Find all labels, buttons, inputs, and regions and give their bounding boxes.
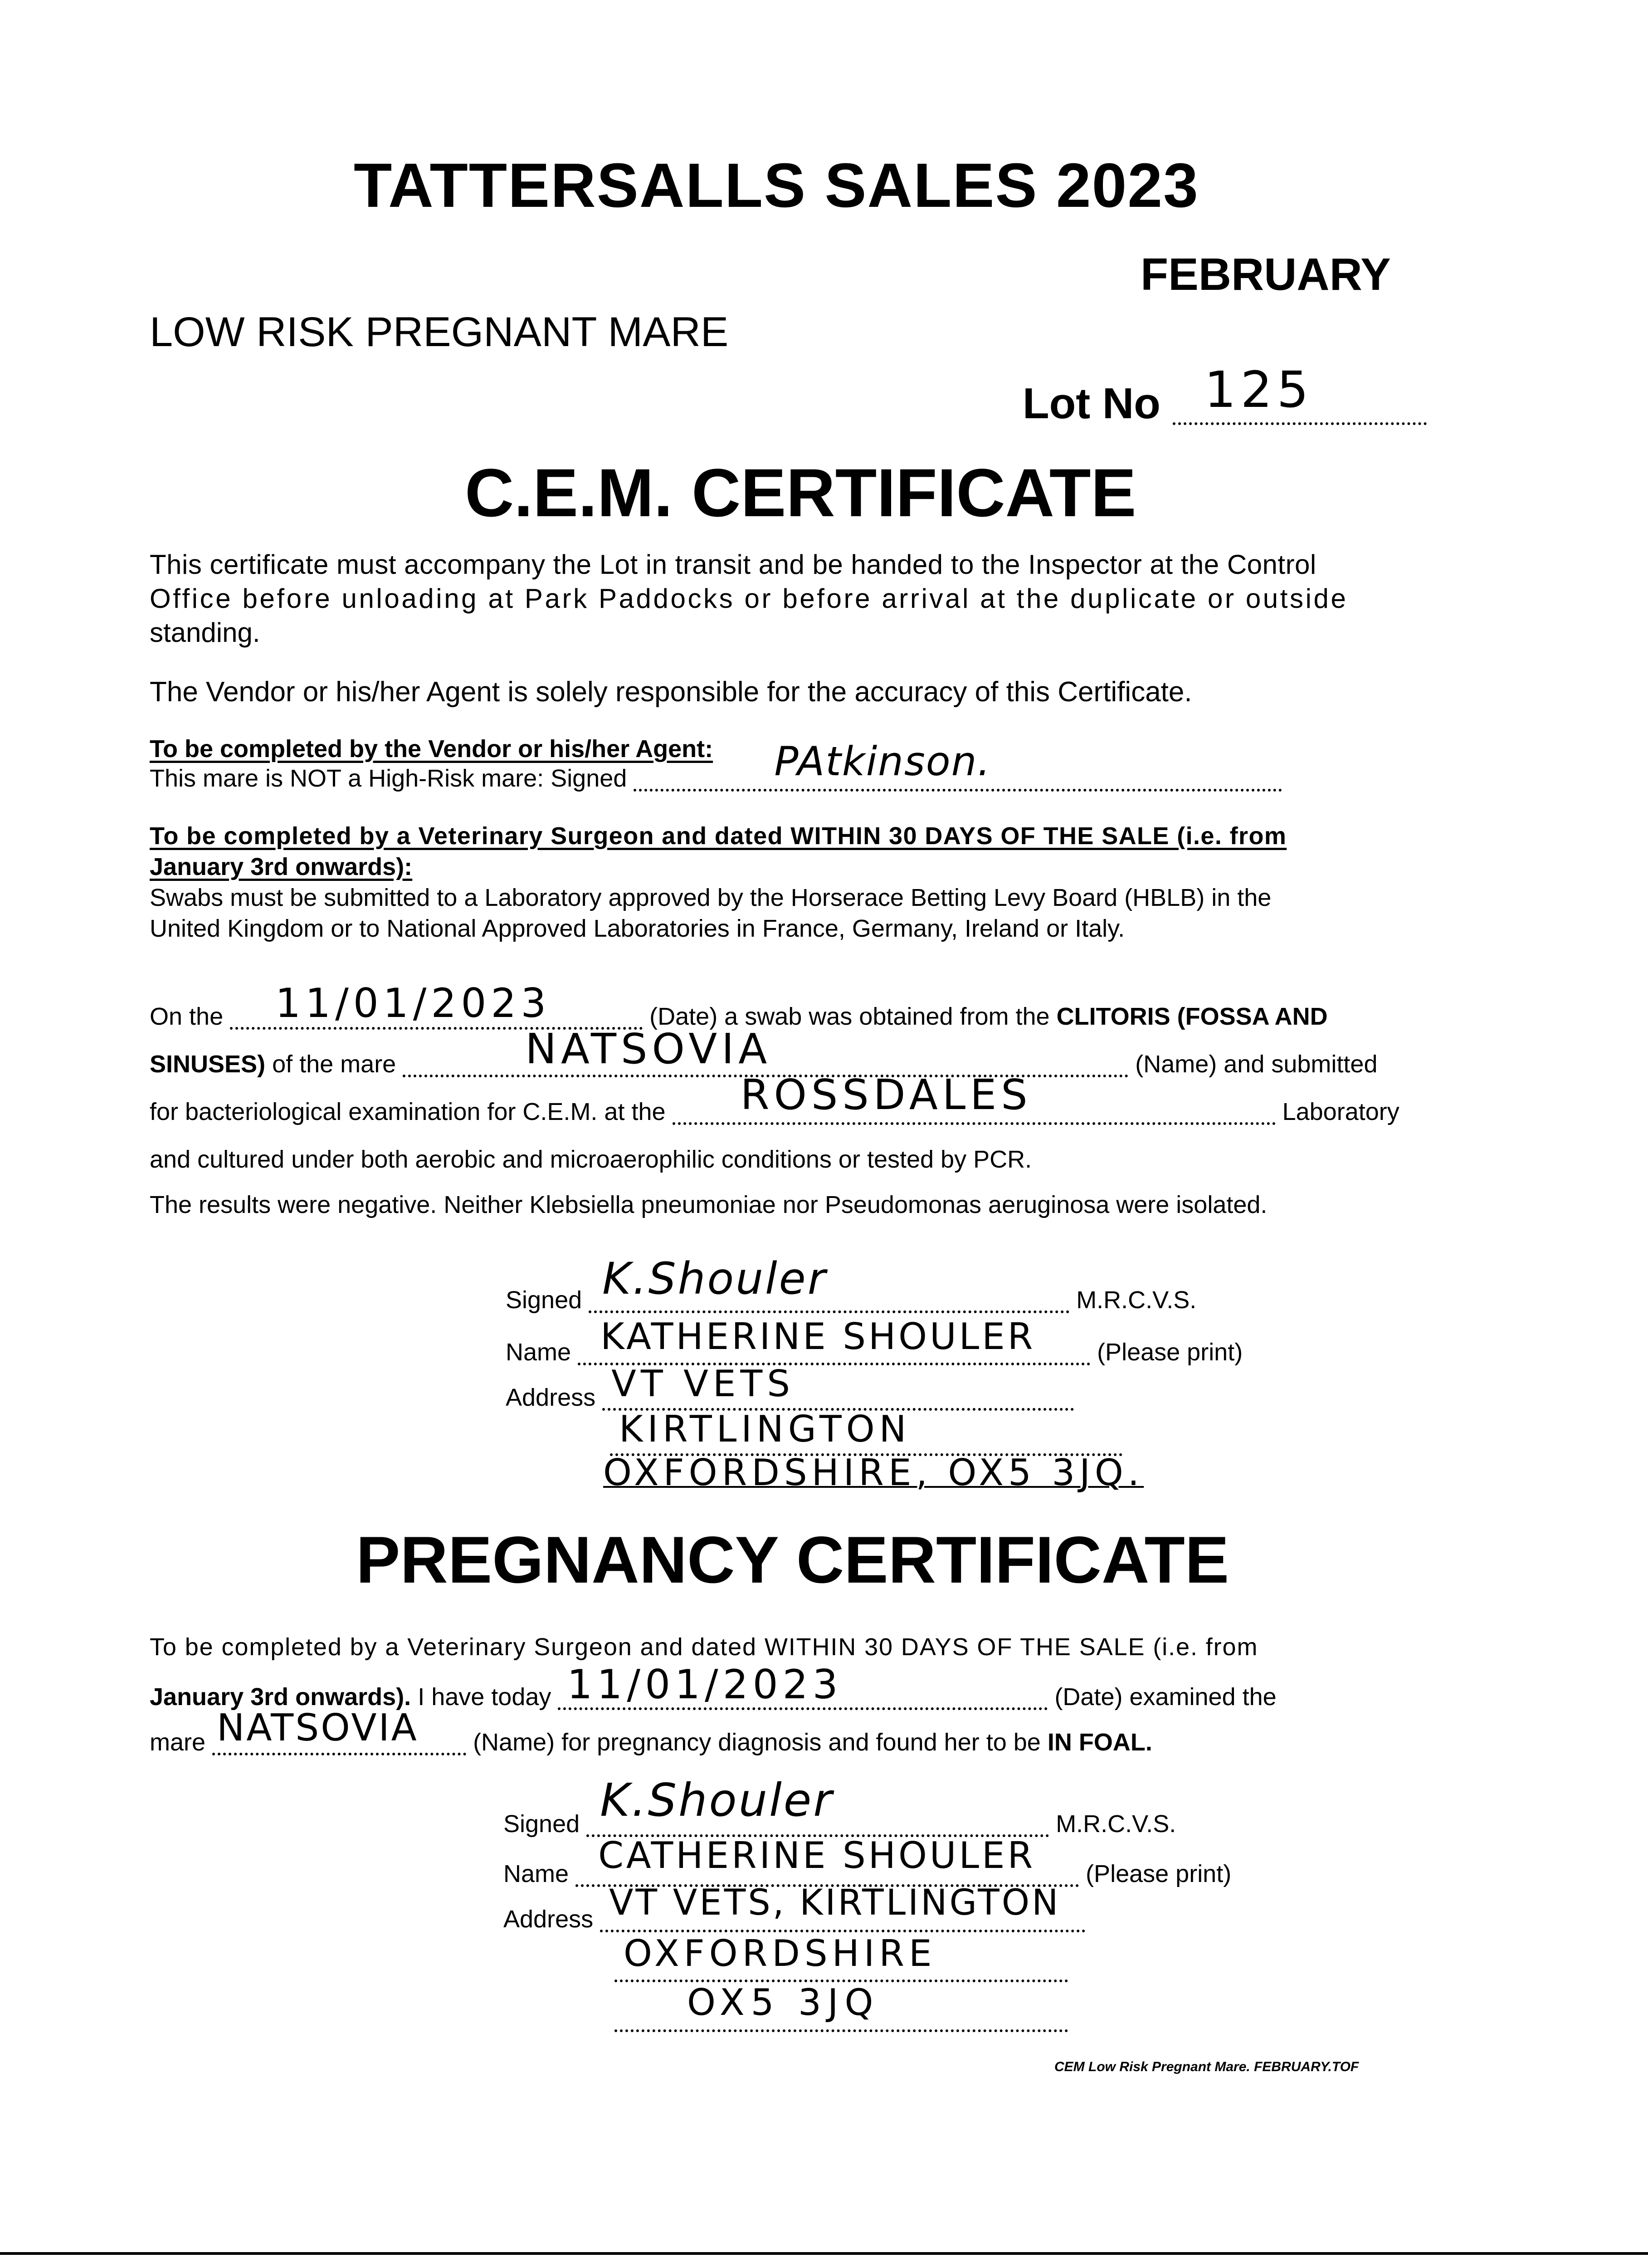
swab-date-value: 11/01/2023 (275, 980, 551, 1026)
pregnancy-address-value-3: OX5 3JQ (687, 1981, 880, 2024)
cem-title: C.E.M. CERTIFICATE (465, 455, 1136, 531)
january-onwards-text: January 3rd onwards). (150, 1683, 411, 1711)
vendor-section-heading: To be completed by the Vendor or his/her Agent: (150, 735, 713, 763)
of-the-mare-text: of the mare (272, 1051, 396, 1078)
pregnancy-date-field (558, 1661, 1048, 1710)
mare-name-value: NATSOVIA (525, 1025, 772, 1073)
vendor-signature: PAtkinson. (774, 738, 991, 785)
pregnancy-name-label: Name (503, 1860, 569, 1887)
lot-number-field (1173, 361, 1427, 425)
vendor-responsibility-note: The Vendor or his/her Agent is solely responsible for the accuracy of this Certificate. (150, 676, 1192, 708)
lot-label: Lot No (1023, 379, 1160, 428)
vendor-signature-field (634, 738, 1282, 792)
laboratory-field (673, 1070, 1276, 1125)
pregnancy-address-field-2 (614, 1932, 1068, 1982)
lot-number-value: 125 (1204, 361, 1313, 419)
results-statement: The results were negative. Neither Klebsiella pneumoniae nor Pseudomonas aeruginosa were isolated. (150, 1191, 1268, 1218)
pregnancy-please-print: (Please print) (1086, 1860, 1232, 1887)
cem-please-print: (Please print) (1097, 1339, 1243, 1366)
pregnancy-diagnosis-text: (Name) for pregnancy diagnosis and found her to be (473, 1729, 1041, 1756)
sinuses-text: SINUSES) (150, 1051, 266, 1078)
cem-signed-line (506, 1253, 1197, 1314)
bacteriological-text: for bacteriological examination for C.E.M. at the (150, 1098, 666, 1125)
pregnancy-signed-line (503, 1774, 1176, 1838)
cem-signed-label: Signed (506, 1286, 582, 1314)
pregnancy-address-value-1: VT VETS, KIRTLINGTON (609, 1882, 1061, 1923)
pregnancy-address-field-3 (614, 1981, 1068, 2032)
document-title: TATTERSALLS SALES 2023 (354, 151, 1199, 220)
laboratory-text: Laboratory (1282, 1098, 1399, 1125)
cem-intro-line-3: standing. (150, 617, 260, 648)
sale-name: FEBRUARY (1141, 249, 1391, 300)
vendor-declaration-text: This mare is NOT a High-Risk mare: Signed (150, 765, 627, 792)
pregnancy-date-value: 11/01/2023 (567, 1661, 843, 1708)
clitoris-fossa-text: CLITORIS (FOSSA AND (1056, 1003, 1328, 1030)
pregnancy-name-value: CATHERINE SHOULER (598, 1834, 1036, 1877)
cem-mrcvs-label: M.R.C.V.S. (1076, 1286, 1197, 1314)
swab-instructions-2: United Kingdom or to National Approved Laboratories in France, Germany, Ireland or Italy. (150, 915, 1125, 942)
swab-instructions-1: Swabs must be submitted to a Laboratory approved by the Horserace Betting Levy Board (HBLB) in the (150, 884, 1272, 911)
cem-intro-line-2: Office before unloading at Park Paddocks or before arrival at the duplicate or outside (150, 583, 1348, 614)
category-label: LOW RISK PREGNANT MARE (150, 309, 729, 355)
cem-address-line-1 (506, 1363, 1074, 1412)
name-submitted-text: (Name) and submitted (1135, 1051, 1378, 1078)
cem-name-value: KATHERINE SHOULER (600, 1315, 1036, 1358)
cem-signature: K.Shouler (602, 1253, 828, 1304)
pregnancy-signed-label: Signed (503, 1810, 580, 1838)
culture-conditions: and cultured under both aerobic and microaerophilic conditions or tested by PCR. (150, 1146, 1032, 1173)
cem-address-field-1 (602, 1363, 1074, 1411)
cem-address-value-1: VT VETS (611, 1363, 795, 1405)
pregnancy-address-label: Address (503, 1906, 594, 1933)
examined-the-text: (Date) examined the (1054, 1683, 1277, 1711)
cem-address-label: Address (506, 1384, 596, 1411)
date-suffix-text: (Date) a swab was obtained from the (649, 1003, 1050, 1030)
pregnancy-mrcvs-label: M.R.C.V.S. (1056, 1810, 1176, 1838)
vet-section-heading-1: To be completed by a Veterinary Surgeon and dated WITHIN 30 DAYS OF THE SALE (i.e. from (150, 822, 1287, 850)
pregnancy-signature: K.Shouler (600, 1774, 834, 1827)
pregnancy-mare-value: NATSOVIA (217, 1706, 419, 1750)
pregnancy-address-line-1 (503, 1882, 1085, 1933)
file-reference: CEM Low Risk Pregnant Mare. FEBRUARY.TOF (1054, 2059, 1359, 2074)
pregnancy-line-1 (150, 1633, 1258, 1661)
on-the-text: On the (150, 1003, 224, 1030)
cem-address-value-3: OXFORDSHIRE, OX5 3JQ. (603, 1452, 1144, 1494)
cem-address-value-2: KIRTLINGTON (619, 1408, 911, 1450)
pregnancy-instructions-1: To be completed by a Veterinary Surgeon and dated WITHIN 30 DAYS OF THE SALE (i.e. from (150, 1633, 1258, 1661)
bottom-border-line (0, 2252, 1648, 2255)
mare-label: mare (150, 1729, 206, 1756)
vet-section-heading-2: January 3rd onwards): (150, 853, 413, 880)
cem-name-label: Name (506, 1339, 571, 1366)
cem-intro-line-1: This certificate must accompany the Lot in transit and be handed to the Inspector at the Control (150, 549, 1316, 580)
cem-signature-field (589, 1253, 1069, 1313)
cem-name-field (578, 1315, 1090, 1365)
in-foal-text: IN FOAL. (1047, 1729, 1152, 1756)
laboratory-value: ROSSDALES (740, 1070, 1032, 1119)
cem-address-field-3 (603, 1452, 1193, 1499)
laboratory-line (150, 1070, 1399, 1126)
pregnancy-address-value-2: OXFORDSHIRE (624, 1932, 936, 1975)
pregnancy-title: PREGNANCY CERTIFICATE (356, 1523, 1229, 1597)
pregnancy-signature-field (586, 1774, 1049, 1837)
i-have-today-text: I have today (418, 1683, 551, 1711)
pregnancy-address-field-1 (600, 1882, 1085, 1932)
cem-name-line (506, 1315, 1243, 1366)
lot-number-label (1023, 361, 1427, 429)
pregnancy-mare-field (212, 1706, 466, 1755)
pregnancy-line-3 (150, 1706, 1152, 1756)
